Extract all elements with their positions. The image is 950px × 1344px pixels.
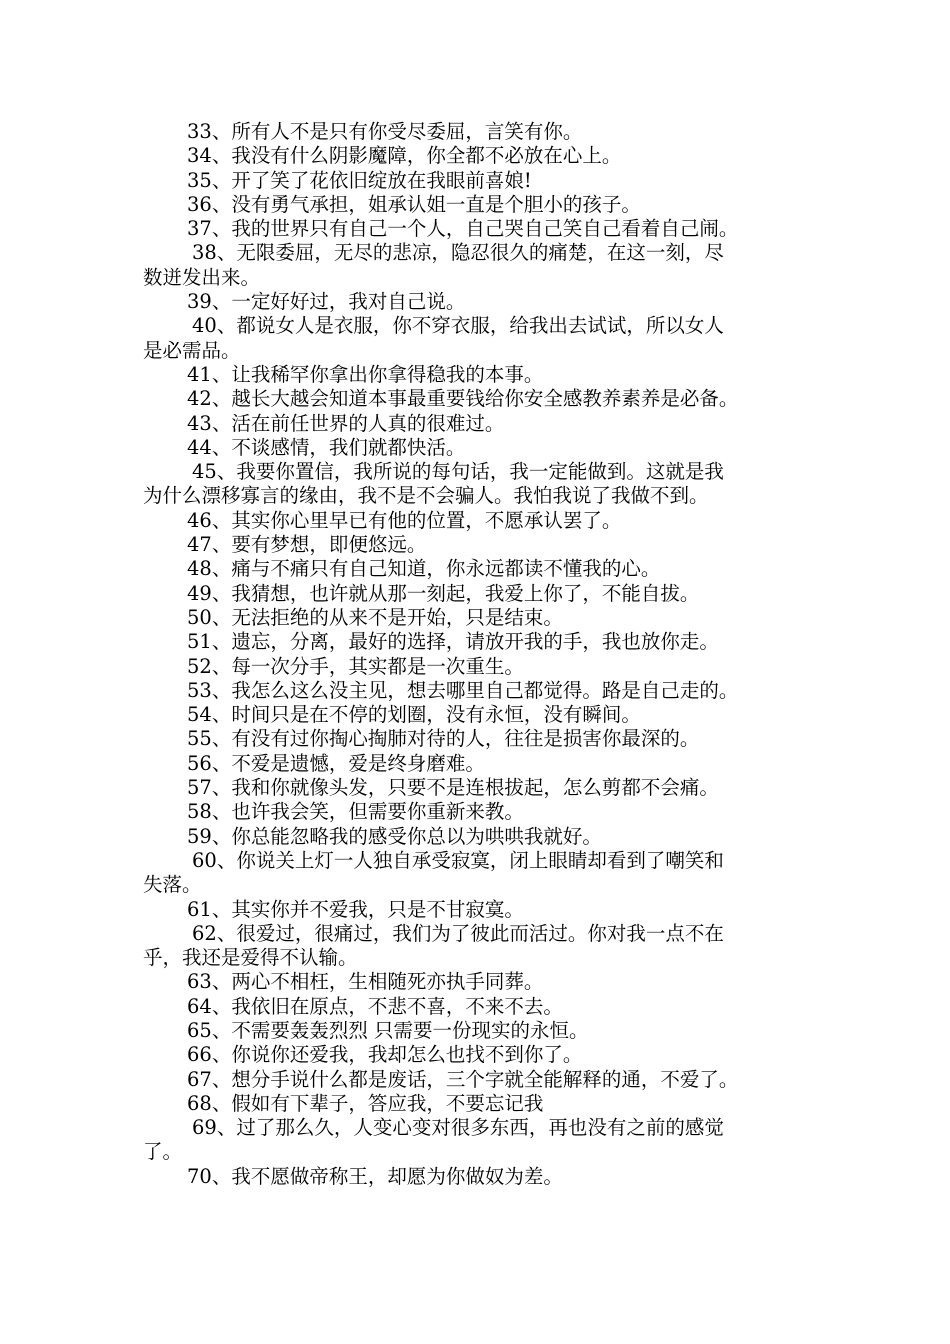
text-line: 66、你说你还爱我，我却怎么也找不到你了。 xyxy=(187,1043,583,1067)
text-line: 60、你说关上灯一人独自承受寂寞，闭上眼睛却看到了嘲笑和 xyxy=(192,848,724,872)
text-line: 47、要有梦想，即便悠远。 xyxy=(187,533,427,557)
text-line: 42、越长大越会知道本事最重要钱给你安全感教养素养是必备。 xyxy=(187,387,739,411)
text-line: 49、我猜想，也许就从那一刻起，我爱上你了，不能自拔。 xyxy=(187,581,700,605)
text-line: 40、都说女人是衣服，你不穿衣服，给我出去试试，所以女人 xyxy=(192,314,724,338)
text-line: 50、无法拒绝的从来不是开始，只是结束。 xyxy=(187,605,563,629)
text-line: 是必需品。 xyxy=(143,338,241,362)
text-line: 46、其实你心里早已有他的位置，不愿承认罢了。 xyxy=(187,508,622,532)
text-line: 56、不爱是遗憾，爱是终身磨难。 xyxy=(187,751,485,775)
text-line: 33、所有人不是只有你受尽委屈，言笑有你。 xyxy=(187,120,583,143)
text-line: 45、我要你置信，我所说的每句话，我一定能做到。这就是我 xyxy=(192,460,724,484)
text-line: 48、痛与不痛只有自己知道，你永远都读不懂我的心。 xyxy=(187,557,661,581)
text-line: 了。 xyxy=(143,1140,183,1164)
text-line: 失落。 xyxy=(143,873,202,897)
text-line: 70、我不愿做帝称王，却愿为你做奴为差。 xyxy=(187,1164,563,1188)
document-body xyxy=(143,120,811,1189)
text-line: 63、两心不相枉，生相随死亦执手同葬。 xyxy=(187,970,544,994)
text-line: 58、也许我会笑，但需要你重新来教。 xyxy=(187,800,524,824)
text-line: 67、想分手说什么都是废话，三个字就全能解释的通，不爱了。 xyxy=(187,1067,739,1091)
text-line: 39、一定好好过，我对自己说。 xyxy=(187,290,466,314)
text-line: 51、遗忘，分离，最好的选择，请放开我的手，我也放你走。 xyxy=(187,630,719,654)
text-line: 55、有没有过你掏心掏肺对待的人，往往是损害你最深的。 xyxy=(187,727,700,751)
text-line: 65、不需要轰轰烈烈 只需要一份现实的永恒。 xyxy=(187,1018,589,1042)
text-line: 37、我的世界只有自己一个人，自己哭自己笑自己看着自己闹。 xyxy=(187,217,739,241)
text-line: 69、过了那么久，人变心变对很多东西，再也没有之前的感觉 xyxy=(192,1116,724,1140)
text-line: 41、让我稀罕你拿出你拿得稳我的本事。 xyxy=(187,362,544,386)
text-line: 36、没有勇气承担，姐承认姐一直是个胆小的孩子。 xyxy=(187,192,641,216)
text-line: 数迸发出来。 xyxy=(143,265,261,289)
text-line: 64、我依旧在原点，不悲不喜，不来不去。 xyxy=(187,994,563,1018)
text-line: 为什么漂移寡言的缘由，我不是不会骗人。我怕我说了我做不到。 xyxy=(143,484,709,508)
text-line: 61、其实你并不爱我，只是不甘寂寞。 xyxy=(187,897,524,921)
text-line: 59、你总能忽略我的感受你总以为哄哄我就好。 xyxy=(187,824,602,848)
text-line: 68、假如有下辈子，答应我，不要忘记我 xyxy=(187,1091,544,1115)
text-line: 53、我怎么这么没主见，想去哪里自己都觉得。路是自己走的。 xyxy=(187,678,739,702)
text-line: 44、不谈感情，我们就都快活。 xyxy=(187,435,466,459)
text-line: 43、活在前任世界的人真的很难过。 xyxy=(187,411,505,435)
text-line: 54、时间只是在不停的划圈，没有永恒，没有瞬间。 xyxy=(187,703,641,727)
text-line: 57、我和你就像头发，只要不是连根拔起，怎么剪都不会痛。 xyxy=(187,776,719,800)
text-line: 34、我没有什么阴影魔障，你全都不必放在心上。 xyxy=(187,144,622,168)
text-line: 35、开了笑了花依旧绽放在我眼前喜娘! xyxy=(187,168,532,192)
text-line: 乎，我还是爱得不认输。 xyxy=(143,946,358,970)
text-line: 38、无限委屈，无尽的悲凉，隐忍很久的痛楚，在这一刻，尽 xyxy=(192,241,724,265)
text-line: 52、每一次分手，其实都是一次重生。 xyxy=(187,654,524,678)
text-line: 62、很爱过，很痛过，我们为了彼此而活过。你对我一点不在 xyxy=(192,921,724,945)
